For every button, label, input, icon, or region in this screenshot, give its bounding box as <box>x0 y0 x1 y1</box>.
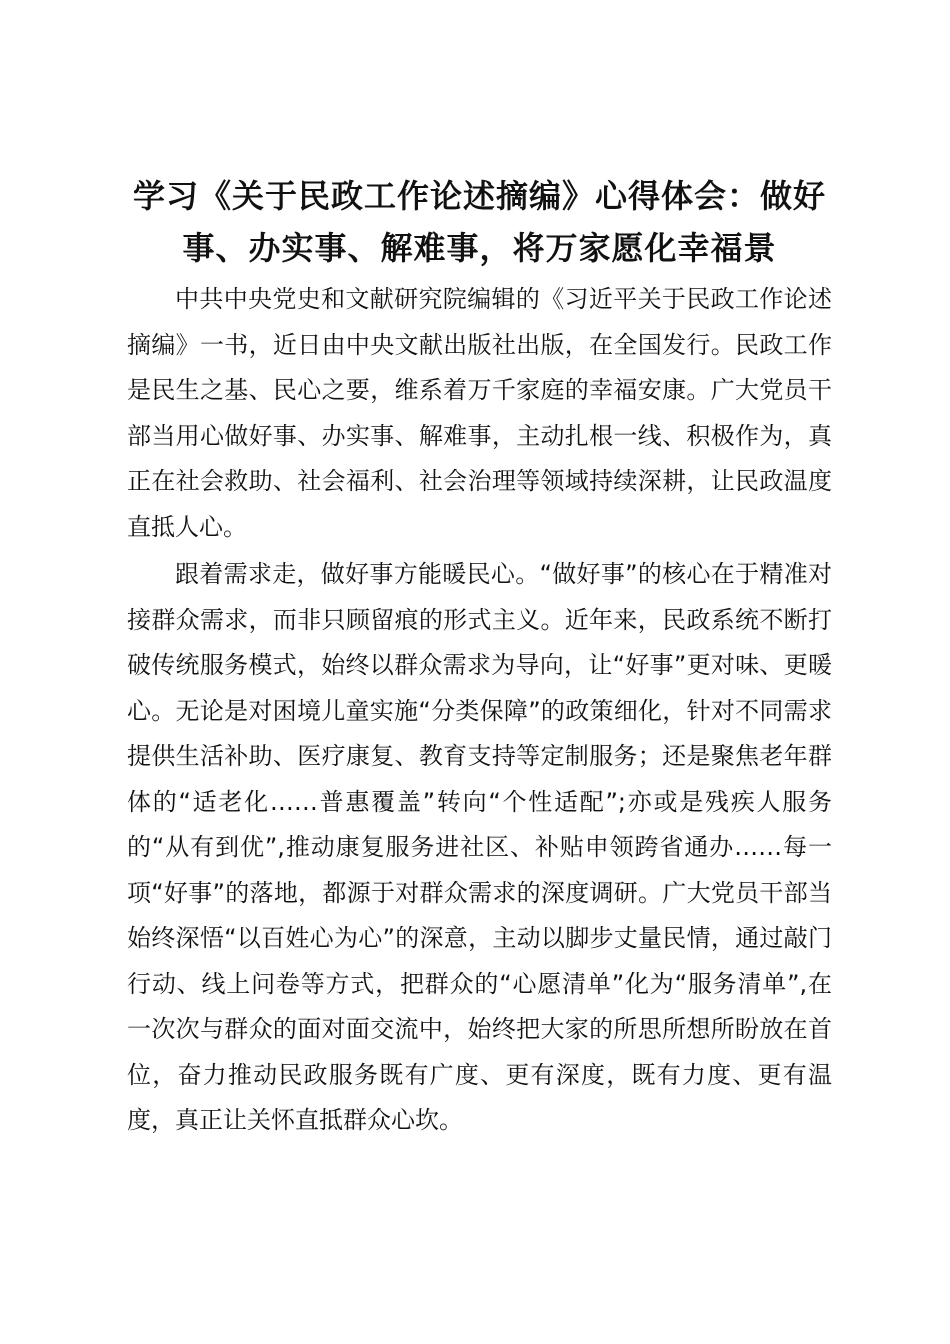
paragraph-intro: 中共中央党史和文献研究院编辑的《习近平关于民政工作论述摘编》一书，近日由中央文献出版社出版，在全国发行。民政工作是民生之基、民心之要，维系着万千家庭的幸福安康。广大党员干部当用心做好事、办实事、解难事，主动扎根一线、积极作为，真正在社会救助、社会福利、社会治理等领域持续深耕，让民政温度直抵人心。 <box>127 285 832 541</box>
document-title: 学习《关于民政工作论述摘编》心得体会：做好事、办实事、解难事，将万家愿化幸福景 <box>132 177 826 267</box>
document-page <box>127 170 832 1144</box>
paragraph-needs: 跟着需求走，做好事方能暖民心。“做好事”的核心在于精准对接群众需求，而非只顾留痕的形式主义。近年来，民政系统不断打破传统服务模式，始终以群众需求为导向，让“好事”更对味、更暖心。无论是对困境儿童实施“分类保障”的政策细化，针对不同需求提供生活补助、医疗康复、教育支持等定制服务；还是聚焦老年群体的“适老化……普惠覆盖”转向“个性适配”;亦或是残疾人服务的“从有到优”,推动康复服务进社区、补贴申领跨省通办……每一项“好事”的落地，都源于对群众需求的深度调研。广大党员干部当始终深悟“以百姓心为心”的深意，主动以脚步丈量民情，通过敲门行动、线上问卷等方式，把群众的“心愿清单”化为“服务清单”,在一次次与群众的面对面交流中，始终把大家的所思所想所盼放在首位，奋力推动民政服务既有广度、更有深度，既有力度、更有温度，真正让关怀直抵群众心坎。 <box>127 560 832 1134</box>
